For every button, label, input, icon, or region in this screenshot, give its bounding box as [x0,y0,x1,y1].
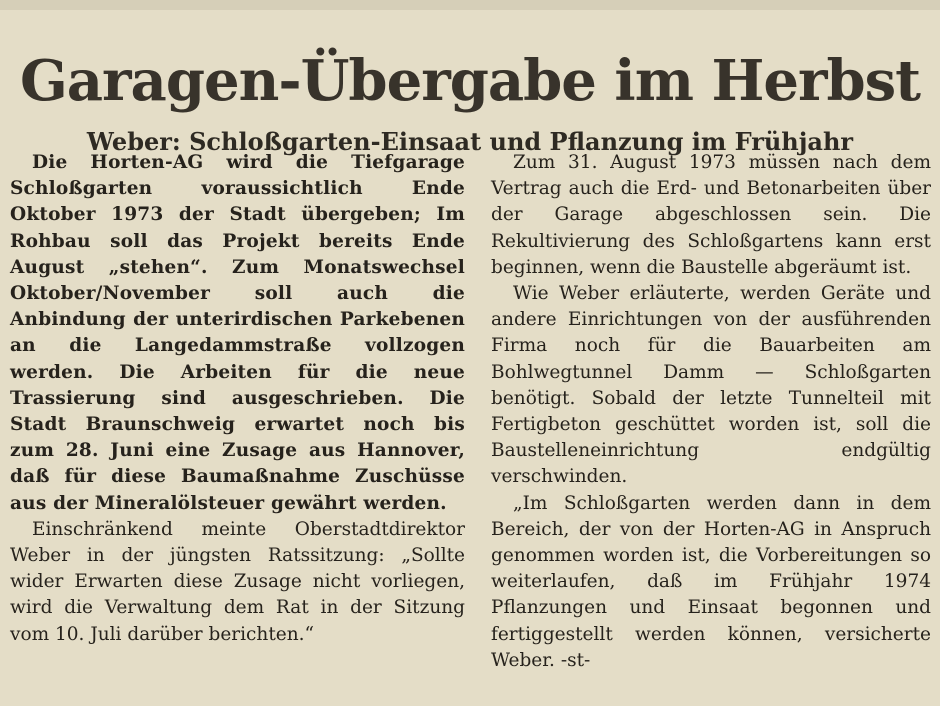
body-paragraph: Zum 31. August 1973 müssen nach dem Vertrag auch die Erd- und Betonarbeiten über der Garage abgeschlossen sein. Die Rekultivierung des Schloßgartens kann erst beginnen, wenn die Baustelle abgeräumt ist. [491,152,931,278]
headline: Garagen-Übergabe im Herbst [19,47,921,114]
body-paragraph: Einschränkend meinte Oberstadtdirektor Weber in der jüngsten Ratssitzung: „Sollte wider Erwarten diese Zusage nicht vorliegen, wird die Verwaltung dem Rat in der Sitzung vom 10. Juli darüber berichten.“ [10,518,465,645]
subheadline: Weber: Schloßgarten-Einsaat und Pflanzung im Frühjahr [86,126,854,156]
body-paragraph: Wie Weber erläuterte, werden Geräte und andere Einrichtungen von der ausführenden Firma noch für die Bauarbeiten am Bohlwegtunnel Damm — Schloßgarten benötigt. Sobald der letzte Tunnelteil mit Fertigbeton geschüttet worden ist, soll die Baustelleneinrichtung endgültig verschwinden. [491,283,931,488]
cropped-previous-text-strip [0,0,940,10]
lead-paragraph: Die Horten-AG wird die Tiefgarage Schloßgarten voraussichtlich Ende Oktober 1973 der Stadt übergeben; Im Rohbau soll das Projekt bereits Ende August „stehen“. Zum Monatswechsel Oktober/November soll auch die Anbindung der unterirdischen Parkebenen an die Langedammstraße vollzogen werden. Die Arbeiten für die neue Trassierung sind ausgeschrieben. Die Stadt Braunschweig erwartet noch bis zum 28. Juni eine Zusage aus Hannover, daß für diese Baumaßnahme Zuschüsse aus der Mineralölsteuer gewährt werden. [10,152,465,514]
body-paragraph: „Im Schloßgarten werden dann in dem Bereich, der von der Horten-AG in Anspruch genommen worden ist, die Vorbereitungen so weiterlaufen, daß im Frühjahr 1974 Pflanzungen und Einsaat begonnen und fertiggestellt werden können, versicherte Weber. -st- [491,492,931,671]
right-column [491,150,931,674]
left-column [10,150,465,648]
